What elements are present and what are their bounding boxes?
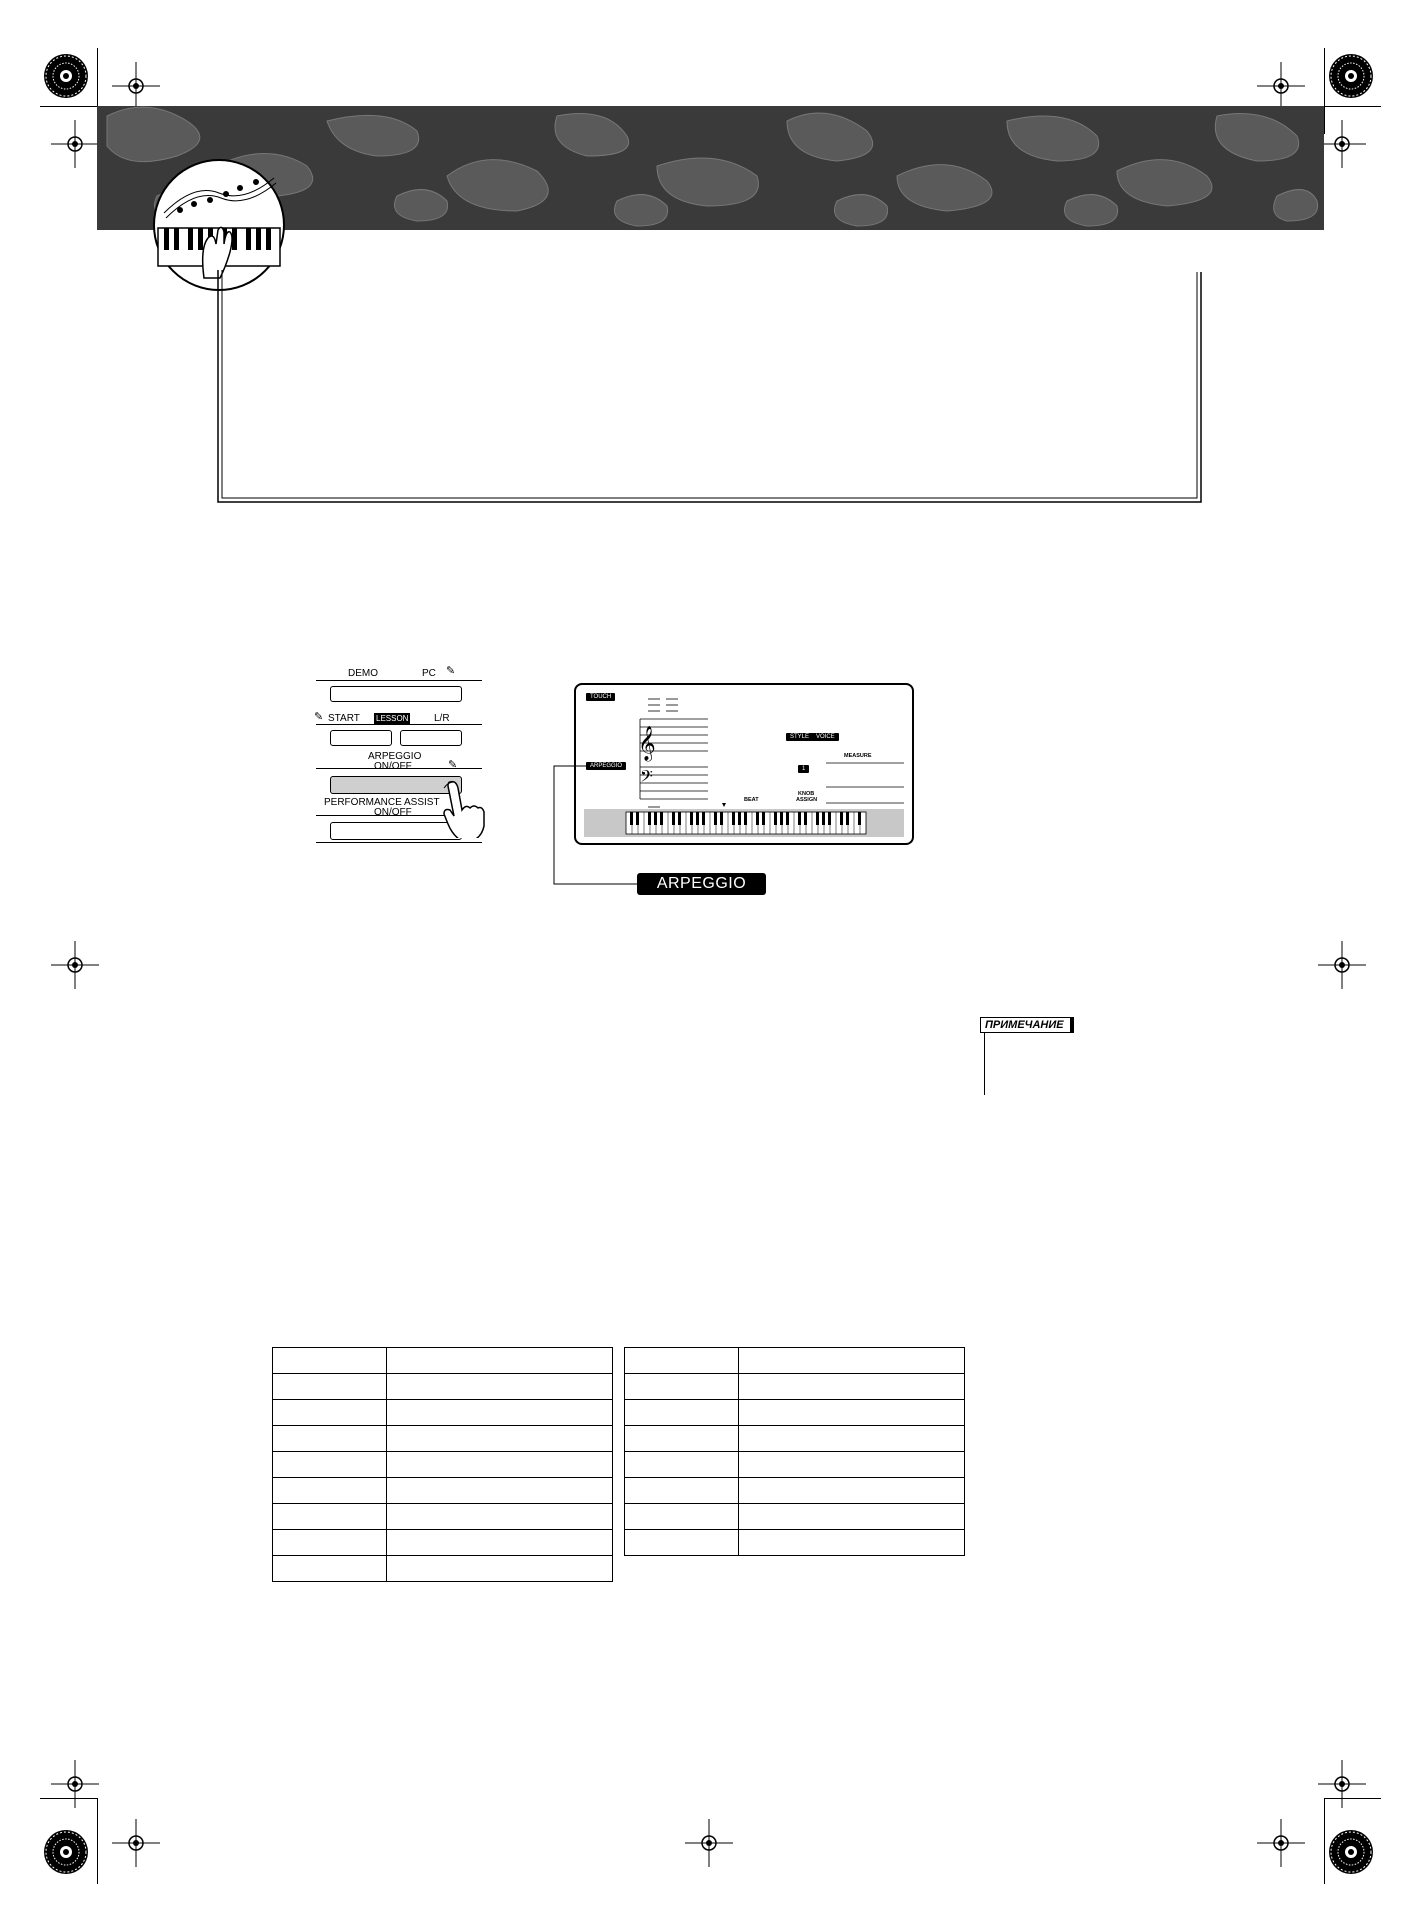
table-row xyxy=(625,1348,965,1374)
arpeggio-indicator: ARPEGGIO xyxy=(586,762,626,770)
keyboard-control-panel xyxy=(312,664,482,854)
lr-label: L/R xyxy=(434,713,450,724)
lr-button[interactable] xyxy=(400,730,462,746)
table-row xyxy=(625,1400,965,1426)
measure-label: MEASURE xyxy=(844,753,872,759)
pen-icon: ✎ xyxy=(314,711,324,723)
table-row xyxy=(273,1478,613,1504)
table-row xyxy=(625,1478,965,1504)
intro-text-frame xyxy=(216,270,1204,505)
table-row xyxy=(625,1374,965,1400)
wheel-mark-bl xyxy=(44,1830,88,1874)
left-arpeggio-table xyxy=(272,1347,613,1582)
lesson-label: LESSON xyxy=(376,714,409,723)
note-rule xyxy=(984,1033,985,1095)
table-row xyxy=(625,1452,965,1478)
bass-clef-icon: 𝄢 xyxy=(640,766,653,790)
style-indicator: STYLE xyxy=(786,733,813,741)
knob-assign-label-2: ASSIGN xyxy=(796,797,818,803)
pressing-finger-icon xyxy=(442,780,486,838)
arpeggio-onoff-label: ON/OFF xyxy=(374,761,412,772)
pen-icon: ✎ xyxy=(446,665,456,677)
table-row xyxy=(273,1426,613,1452)
knob-assign-label-1: KNOB xyxy=(798,791,815,797)
arpeggio-label: ARPEGGIO xyxy=(368,751,422,762)
performance-assist-label: PERFORMANCE ASSIST xyxy=(324,797,440,808)
table-row xyxy=(273,1400,613,1426)
pen-icon: ✎ xyxy=(448,759,458,771)
table-row xyxy=(273,1504,613,1530)
lcd-digit: 1 xyxy=(798,765,809,773)
treble-clef-icon: 𝄞 xyxy=(638,726,656,761)
note-label: ПРИМЕЧАНИЕ xyxy=(980,1017,1074,1033)
pc-label: PC xyxy=(422,668,436,679)
wheel-mark-tr xyxy=(1329,54,1373,98)
wheel-mark-tl xyxy=(44,54,88,98)
start-label: START xyxy=(328,713,360,724)
right-arpeggio-table xyxy=(624,1347,965,1556)
table-row xyxy=(625,1426,965,1452)
arpeggio-callout: ARPEGGIO xyxy=(637,873,766,895)
touch-indicator: TOUCH xyxy=(586,693,615,701)
table-row xyxy=(625,1530,965,1556)
start-button[interactable] xyxy=(330,730,392,746)
table-row xyxy=(273,1556,613,1582)
demo-pc-button[interactable] xyxy=(330,686,462,702)
table-row xyxy=(273,1452,613,1478)
table-row xyxy=(625,1504,965,1530)
table-row xyxy=(273,1374,613,1400)
table-row xyxy=(273,1348,613,1374)
performance-onoff-label: ON/OFF xyxy=(374,807,412,818)
wheel-mark-br xyxy=(1329,1830,1373,1874)
table-row xyxy=(273,1530,613,1556)
callout-connector xyxy=(550,760,642,886)
voice-indicator: VOICE xyxy=(812,733,839,741)
beat-label: BEAT xyxy=(744,797,759,803)
demo-label: DEMO xyxy=(348,668,378,679)
